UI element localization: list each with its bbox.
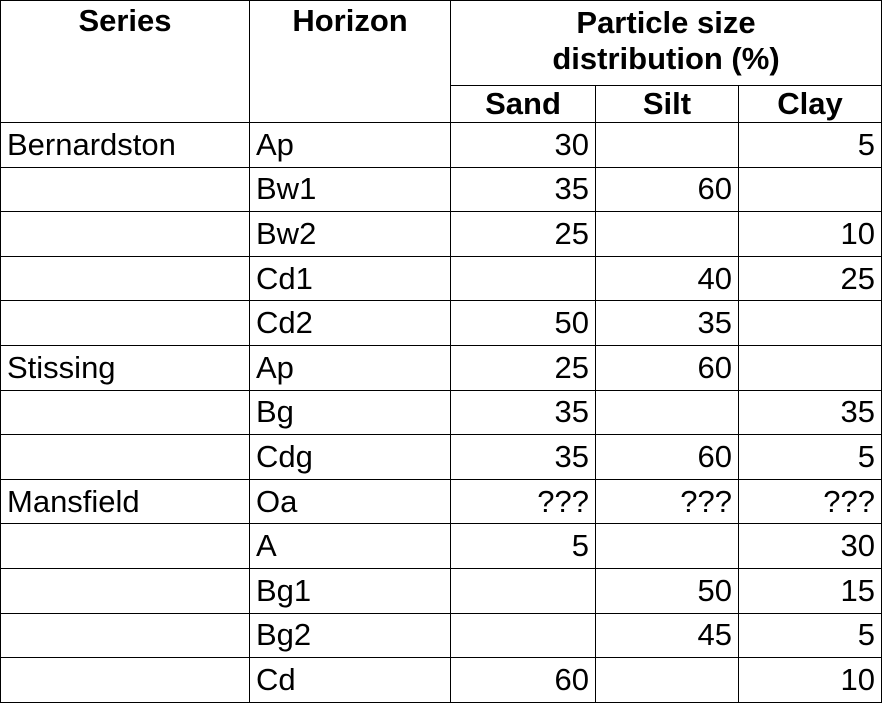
sand-cell: 30 [451,123,596,168]
series-cell: Mansfield [1,479,250,524]
clay-cell: 15 [739,568,882,613]
series-cell [1,301,250,346]
clay-cell [739,301,882,346]
horizon-cell: Cd [250,658,451,703]
series-cell [1,613,250,658]
table-row [1,301,882,346]
series-cell [1,524,250,569]
sand-cell: 60 [451,658,596,703]
table-row [1,390,882,435]
series-cell: Bernardston [1,123,250,168]
table-body [1,123,882,703]
clay-cell [739,345,882,390]
table-row [1,568,882,613]
series-cell [1,390,250,435]
sand-header: Sand [451,86,596,123]
horizon-cell: Bg2 [250,613,451,658]
horizon-cell: Cdg [250,435,451,480]
horizon-cell: Bg1 [250,568,451,613]
table-row [1,167,882,212]
silt-cell [596,212,739,257]
silt-cell: 45 [596,613,739,658]
silt-cell: 60 [596,167,739,212]
clay-header: Clay [739,86,882,123]
silt-cell: 50 [596,568,739,613]
sand-cell: 25 [451,212,596,257]
series-cell [1,435,250,480]
horizon-cell: Ap [250,345,451,390]
silt-cell: 35 [596,301,739,346]
horizon-cell: Ap [250,123,451,168]
series-header: Series [1,1,250,123]
sand-cell: 35 [451,390,596,435]
horizon-cell: A [250,524,451,569]
silt-cell [596,658,739,703]
table-row [1,345,882,390]
clay-cell: 5 [739,123,882,168]
silt-cell: 60 [596,345,739,390]
series-cell [1,256,250,301]
series-cell [1,212,250,257]
table-row [1,256,882,301]
series-cell: Stissing [1,345,250,390]
silt-cell [596,524,739,569]
horizon-cell: Bw1 [250,167,451,212]
table-row [1,123,882,168]
sand-cell: 35 [451,435,596,480]
clay-cell: 10 [739,658,882,703]
table-row [1,479,882,524]
clay-cell: 35 [739,390,882,435]
sand-cell [451,256,596,301]
horizon-cell: Cd2 [250,301,451,346]
sand-cell: 50 [451,301,596,346]
silt-cell [596,123,739,168]
sand-cell: 5 [451,524,596,569]
sand-cell: 35 [451,167,596,212]
clay-cell: ??? [739,479,882,524]
silt-header: Silt [596,86,739,123]
table-row [1,524,882,569]
horizon-header: Horizon [250,1,451,123]
table-header [1,1,882,123]
series-cell [1,658,250,703]
clay-cell: 5 [739,435,882,480]
horizon-cell: Bg [250,390,451,435]
series-cell [1,167,250,212]
header-row-1 [1,1,882,86]
series-cell [1,568,250,613]
table-row [1,658,882,703]
sand-cell: 25 [451,345,596,390]
table-row [1,212,882,257]
clay-cell: 10 [739,212,882,257]
clay-cell: 25 [739,256,882,301]
silt-cell: 60 [596,435,739,480]
table-row [1,435,882,480]
particle-size-group-header: Particle size distribution (%) [451,1,882,86]
horizon-cell: Cd1 [250,256,451,301]
table-row [1,613,882,658]
horizon-cell: Bw2 [250,212,451,257]
clay-cell: 30 [739,524,882,569]
silt-cell: ??? [596,479,739,524]
horizon-cell: Oa [250,479,451,524]
clay-cell [739,167,882,212]
sand-cell [451,613,596,658]
silt-cell: 40 [596,256,739,301]
clay-cell: 5 [739,613,882,658]
sand-cell [451,568,596,613]
sand-cell: ??? [451,479,596,524]
silt-cell [596,390,739,435]
